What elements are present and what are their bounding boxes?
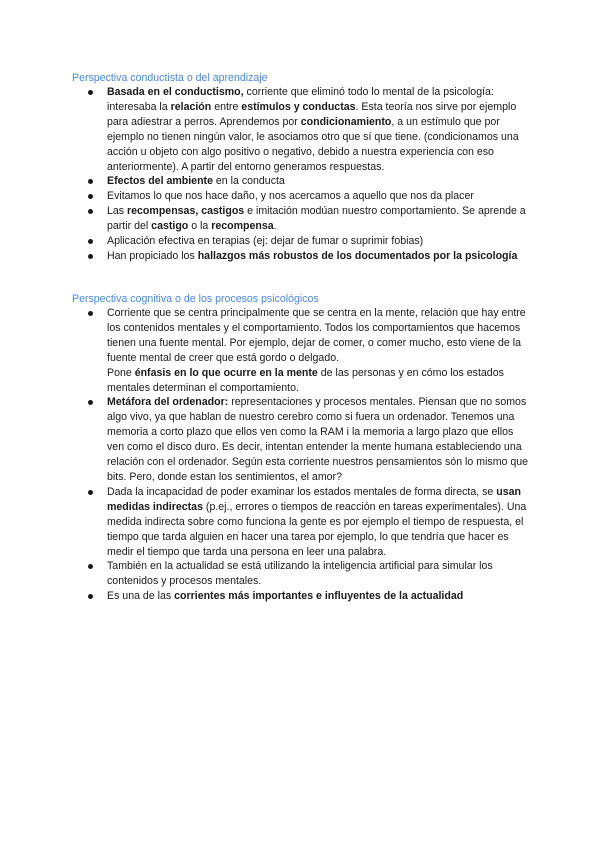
section-cognitiva	[72, 292, 532, 604]
bullet-icon	[88, 490, 93, 495]
bullet-icon	[88, 564, 93, 569]
list-item: Efectos del ambiente en la conducta	[72, 174, 532, 189]
bullet-icon	[88, 179, 93, 184]
list-item: Basada en el conductismo, corriente que eliminó todo lo mental de la psicología: interesaba la relación entre estímulos y conductas. Esta teoría nos sirve por ejemplo para adiestrar a perros. Aprendemos por condicionamiento, a un estímulo que por ejemplo no tienen ningún valor, le asociamos otro que sí que tiene. (condicionamos una acción u objeto con algo positivo o negativo, debido a nuestra experiencia con eso anteriormente). A partir del entorno generamos respuestas.	[72, 85, 532, 174]
list-item: Las recompensas, castigos e imitación modúan nuestro comportamiento. Se aprende a partir del castigo o la recompensa.	[72, 204, 532, 234]
list-item: Evitamos lo que nos hace daño, y nos acercamos a aquello que nos da placer	[72, 189, 532, 204]
list-item: Metáfora del ordenador: representaciones y procesos mentales. Piensan que no somos algo vivo, ya que hablan de nuestro cerebro como si fuera un ordenador. Tenemos una memoria a corto plazo que ellos ven como la RAM i la memoria a largo plazo que ellos ven como el disco duro. Es decir, intentan entender la mente humana estableciendo una relación con el ordenador. Según esta corriente nuestros pensamientos són lo mismo que bits. Pero, donde estan los sentimientos, el amor?	[72, 395, 532, 484]
section-conductista	[72, 71, 532, 264]
bullet-icon	[88, 254, 93, 259]
bullet-icon	[88, 194, 93, 199]
section-heading: Perspectiva conductista o del aprendizaje	[72, 72, 268, 84]
bullet-icon	[88, 311, 93, 316]
bullet-list	[72, 306, 532, 604]
list-item: Corriente que se centra principalmente que se centra en la mente, relación que hay entre los contenidos mentales y el comportamiento. Todos los comportamientos que hacemos tienen una fuente mental. Por ejemplo, dejar de comer, o comer mucho, esto viene de la fuente mental de creer que está gordo o delgado. Pone énfasis en lo que ocurre en la mente de las personas y en cómo los estados mentales determinan el comportamiento.	[72, 306, 532, 395]
bullet-icon	[88, 90, 93, 95]
list-item: Aplicación efectiva en terapias (ej: dejar de fumar o suprimir fobias)	[72, 234, 532, 249]
bullet-list	[72, 85, 532, 264]
bullet-icon	[88, 594, 93, 599]
bullet-icon	[88, 209, 93, 214]
bullet-icon	[88, 400, 93, 405]
list-item: También en la actualidad se está utilizando la inteligencia artificial para simular los contenidos y procesos mentales.	[72, 559, 532, 589]
bullet-icon	[88, 239, 93, 244]
list-item: Dada la incapacidad de poder examinar los estados mentales de forma directa, se usan medidas indirectas (p.ej., errores o tiempos de reacción en tareas experimentales). Una medida indirecta sobre como funciona la gente es por ejemplo el tiempo de respuesta, el tiempo que tarda alguien en hacer una tarea por ejemplo, lo que tendría que hacer es medir el tiempo que tarda una persona en leer una palabra.	[72, 485, 532, 560]
section-heading: Perspectiva cognitiva o de los procesos psicológicos	[72, 293, 319, 305]
list-item: Es una de las corrientes más importantes e influyentes de la actualidad	[72, 589, 532, 604]
list-item: Han propiciado los hallazgos más robustos de los documentados por la psicología	[72, 249, 532, 264]
